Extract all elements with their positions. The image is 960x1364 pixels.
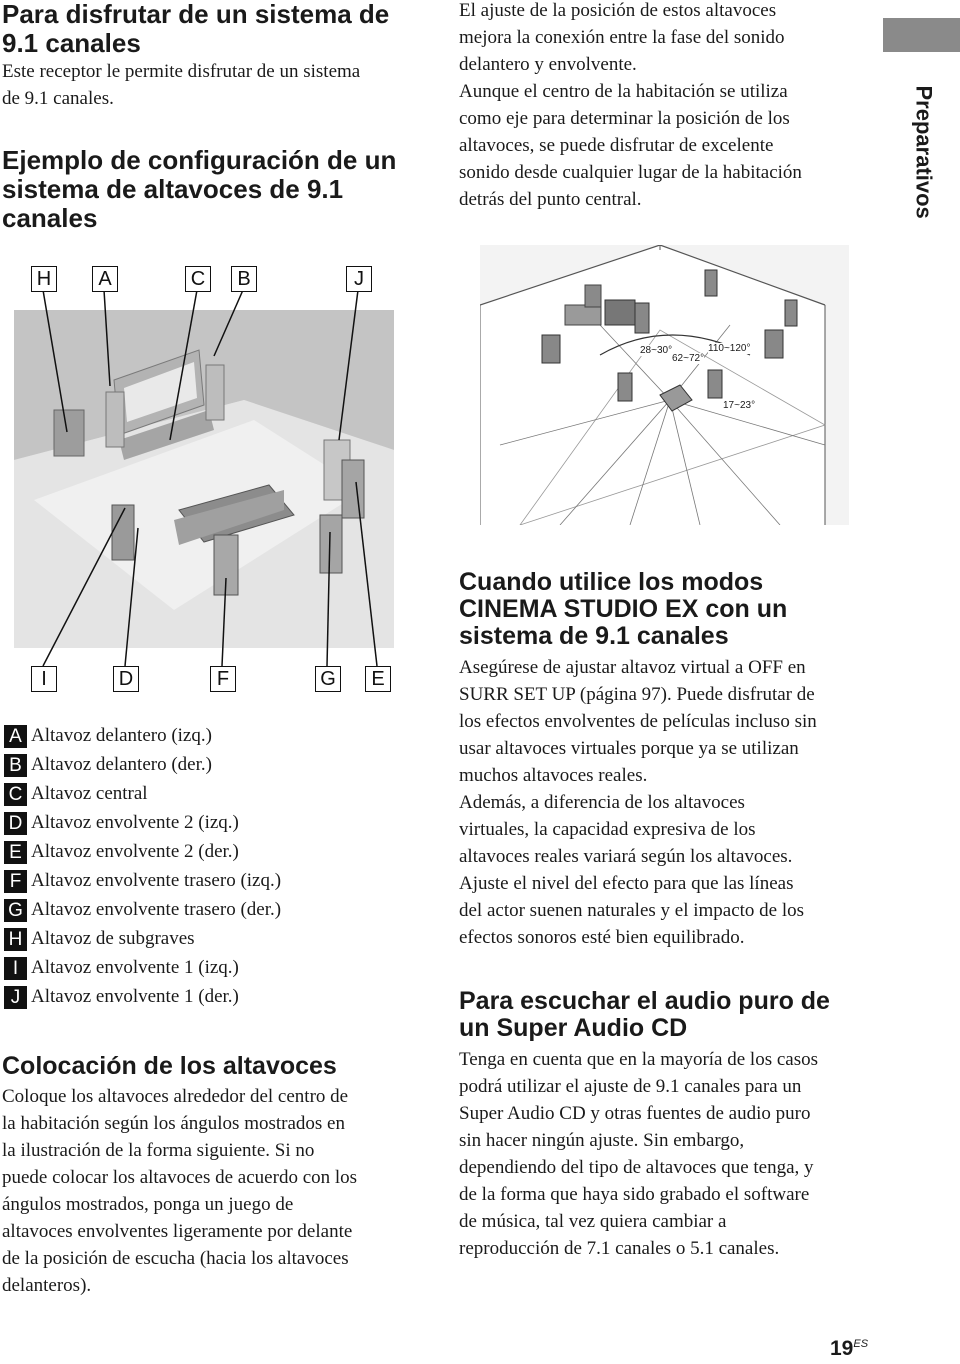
para-line: usar altavoces virtuales porque ya se utilizan [459,738,799,759]
para-line: podrá utilizar el ajuste de 9.1 canales para un [459,1076,802,1097]
page-number-value: 19 [830,1337,854,1360]
photo-label-g: G [315,666,341,692]
heading-line: Ejemplo de configuración de un [2,145,397,175]
legend-text: Altavoz de subgraves [31,928,195,949]
photo-label-c: C [185,266,211,292]
heading-line: Para disfrutar de un sistema de [2,0,390,29]
legend-key: A [4,725,27,748]
para-line: Coloque los altavoces alrededor del centro de [2,1086,349,1107]
angle-label: 28~30° [640,345,673,356]
para-line: Además, a diferencia de los altavoces [459,792,745,813]
legend-text: Altavoz delantero (izq.) [31,725,212,746]
intro-line: de 9.1 canales. [2,88,114,109]
angle-diagram [480,245,849,525]
cinema-paragraph [459,654,879,951]
position-paragraph [459,0,879,213]
photo-label-b: B [231,266,257,292]
para-line: Asegúrese de ajustar altavoz virtual a OFF en [459,657,806,678]
legend-key: I [4,957,27,980]
para-line: de la forma que haya sido grabado el software [459,1184,810,1205]
legend-key: D [4,812,27,835]
legend-text: Altavoz central [31,783,148,804]
legend-item [4,782,148,806]
para-line: efectos sonoros esté bien equilibrado. [459,927,745,948]
sacd-paragraph [459,1046,879,1262]
para-line: la ilustración de la forma siguiente. Si no [2,1140,315,1161]
section-tab-label: Preparativos [911,85,937,219]
heading-line: sistema de altavoces de 9.1 [2,174,344,204]
para-line: delantero y envolvente. [459,54,637,75]
legend-item [4,956,239,980]
legend-item [4,985,239,1009]
photo-label-j: J [346,266,372,292]
legend-key: B [4,754,27,777]
legend-text: Altavoz delantero (der.) [31,754,212,775]
placement-heading: Colocación de los altavoces [2,1052,337,1080]
legend-item [4,927,195,951]
placement-paragraph [2,1083,432,1299]
legend-item [4,840,239,864]
heading-line: sistema de 9.1 canales [459,622,729,650]
heading-line: 9.1 canales [2,28,141,58]
legend-text: Altavoz envolvente trasero (izq.) [31,870,282,891]
para-line: delanteros). [2,1275,92,1296]
photo-label-h: H [31,266,57,292]
legend-text: Altavoz envolvente 1 (izq.) [31,957,239,978]
para-line: virtuales, la capacidad expresiva de los [459,819,756,840]
para-line: ángulos mostrados, ponga un juego de [2,1194,294,1215]
para-line: Super Audio CD y otras fuentes de audio puro [459,1103,811,1124]
heading-line: Para escuchar el audio puro de [459,987,830,1015]
angle-diagram-illustration [480,245,849,525]
photo-label-a: A [92,266,118,292]
heading-line: canales [2,203,98,233]
legend-text: Altavoz envolvente 1 (der.) [31,986,239,1007]
para-line: sin hacer ningún ajuste. Sin embargo, [459,1130,745,1151]
legend-key: E [4,841,27,864]
legend-item [4,724,212,748]
section-tab-marker [883,18,960,52]
legend-key: G [4,899,27,922]
para-line: Tenga en cuenta que en la mayoría de los casos [459,1049,818,1070]
para-line: altavoces, se puede disfrutar de excelente [459,135,774,156]
page-number [830,1337,868,1361]
para-line: de la posición de escucha (hacia los altavoces [2,1248,349,1269]
para-line: de música, tal vez quiera cambiar a [459,1211,727,1232]
heading-line: CINEMA STUDIO EX con un [459,595,788,623]
legend-key: J [4,986,27,1009]
legend-item [4,869,281,893]
legend-item [4,753,212,777]
heading-line: Cuando utilice los modos [459,568,764,596]
para-line: como eje para determinar la posición de los [459,108,790,129]
para-line: detrás del punto central. [459,189,642,210]
legend-key: H [4,928,27,951]
legend-item [4,898,281,922]
example-heading [2,146,432,233]
para-line: Aunque el centro de la habitación se utiliza [459,81,788,102]
photo-label-e: E [365,666,391,692]
para-line: mejora la conexión entre la fase del sonido [459,27,785,48]
para-line: altavoces envolventes ligeramente por delante [2,1221,353,1242]
cinema-heading [459,569,879,650]
para-line: puede colocar los altavoces de acuerdo con los [2,1167,358,1188]
photo-label-f: F [210,666,236,692]
sacd-heading [459,988,879,1042]
legend-key: F [4,870,27,893]
legend-item [4,811,239,835]
legend-text: Altavoz envolvente 2 (der.) [31,841,239,862]
angle-label: 17~23° [723,400,756,411]
para-line: la habitación según los ángulos mostrados en [2,1113,345,1134]
photo-label-i: I [31,666,57,692]
para-line: muchos altavoces reales. [459,765,648,786]
angle-label: 62~72° [672,353,705,364]
para-line: altavoces reales variará según los altavoces. [459,846,793,867]
page-suffix: ES [853,1338,869,1350]
para-line: del actor suenen naturales y el impacto de los [459,900,805,921]
legend-text: Altavoz envolvente trasero (der.) [31,899,282,920]
angle-label: 110~120° [708,343,751,354]
intro-line: Este receptor le permite disfrutar de un sistema [2,61,361,82]
para-line: sonido desde cualquier lugar de la habitación [459,162,802,183]
legend-text: Altavoz envolvente 2 (izq.) [31,812,239,833]
callout-lines [0,260,400,700]
para-line: reproducción de 7.1 canales o 5.1 canales. [459,1238,780,1259]
legend-key: C [4,783,27,806]
para-line: Ajuste el nivel del efecto para que las líneas [459,873,794,894]
section-heading-9-1 [2,0,432,58]
para-line: los efectos envolventes de películas incluso sin [459,711,817,732]
para-line: El ajuste de la posición de estos altavoces [459,0,777,21]
heading-line: un Super Audio CD [459,1014,688,1042]
intro-paragraph [2,58,432,112]
photo-label-d: D [113,666,139,692]
para-line: dependiendo del tipo de altavoces que tenga, y [459,1157,814,1178]
para-line: SURR SET UP (página 97). Puede disfrutar de [459,684,815,705]
